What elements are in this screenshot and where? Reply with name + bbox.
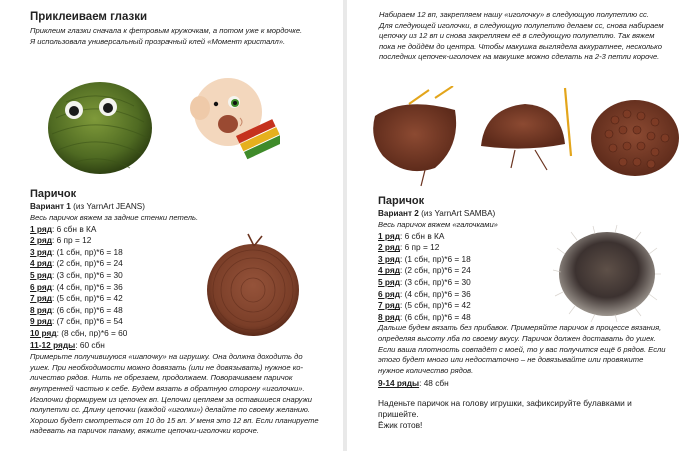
wig1-title: Паричок [30,188,77,200]
wig2-final-row-number: 9-14 ряды [378,378,420,389]
wig1-para1-line-3: личество рядов. Нить не обрезаем, продолжаем. Поворачиваем паричок [30,373,293,383]
wig2-variant-yarn: (из YarnArt SAMBA) [421,209,496,219]
wig2-row-text: : (1 сбн, пр)*6 = 18 [400,253,471,264]
wig1-row-text: : (7 сбн, пр)*6 = 54 [52,316,123,327]
wig2-row-number: 1 ряд [378,230,400,241]
wig1-para2-line-4: надевать на паричок панаму, вяжите цепочки-иголочки короче. [30,426,259,436]
intro-line-5: последних цепочек-иголочек на макушке можно сделать на 2-3 петли короче. [379,52,660,62]
wig2-row-number: 7 ряд [378,300,400,311]
wig1-row-number: 1 ряд [30,223,52,234]
wig2-row-text: : (2 сбн, пр)*6 = 24 [400,265,471,276]
wig1-paragraph-1 [30,352,330,394]
wig1-row-number: 8 ряд [30,304,52,315]
wig2-row-text: : 6 сбн в КА [400,230,445,241]
wig1-paragraph-2 [30,395,330,437]
wig1-row-text: : (4 сбн, пр)*6 = 36 [52,281,123,292]
wig1-variant-label: Вариант 1 [30,202,71,212]
closing-line-1: Наденьте паричок на голову игрушки, зафиксируйте булавками и [378,397,632,408]
wig1-row-text: : 60 сбн [75,339,105,350]
wig1-row-number: 3 ряд [30,246,52,257]
wig1-para2-line-3: Хорошо будет смотреться от 10 до 15 вп. У меня это 12 вп. Если планируете [30,415,319,425]
wig2-final-row-text: : 48 сбн [419,378,449,389]
eyes-title: Приклеиваем глазки [30,11,148,23]
wig1-row-number: 6 ряд [30,281,52,292]
right-page [347,0,690,451]
wig2-para-line-5: нужное количество рядов. [378,365,474,375]
cap-photo-3 [591,100,679,176]
wig2-row-number: 6 ряд [378,288,400,299]
needles-intro-paragraph [379,10,679,63]
wig1-para1-line-2: ушек. При необходимости можно довязать (или не довязывать) нужное ко- [30,362,304,372]
wig2-row-text: : (6 сбн, пр)*6 = 48 [400,311,471,322]
intro-line-4: пока не дойдём до центра. Чтобы макушка выглядела аккуратнее, несколько [379,41,662,51]
wig1-row-number: 7 ряд [30,293,52,304]
wig1-row-text: : (6 сбн, пр)*6 = 48 [52,304,123,315]
wig2-para-line-4: этого будет много или недостаточно – не довязывайте или провяжите [378,355,644,365]
wig2-paragraph [378,323,688,376]
wig1-variant-yarn: (из YarnArt JEANS) [73,202,145,212]
closing-line-2: пришейте. [378,408,419,419]
wig1-row-text: : (3 сбн, пр)*6 = 30 [52,269,123,280]
eyes-section [30,10,330,47]
wig1-row-text: : (5 сбн, пр)*6 = 42 [52,293,123,304]
wig2-closing [378,398,688,431]
wig2-row-text: : (4 сбн, пр)*6 = 36 [400,288,471,299]
wig1-para2-line-1: Иголочки формируем из цепочек вп. Цепочки цепляем за оставшиеся снаружи [30,394,313,404]
green-yarn-ball-photo [36,78,166,178]
wig1-row-11 [30,340,330,352]
cap-photo-1 [373,86,456,186]
wig2-row-number: 2 ряд [378,242,400,253]
fuzzy-wig-photo [551,224,661,324]
wig1-row-number: 9 ряд [30,316,52,327]
wig1-row-text: : 6 сбн в КА [52,223,97,234]
wig1-row-number: 5 ряд [30,269,52,280]
wig2-para-line-3: Если ваша плотность совпадёт с моей, то у вас получится ещё 6 рядов. Если [378,344,666,354]
wig2-row-text: : (5 сбн, пр)*6 = 42 [400,300,471,311]
wig2-row-text: : (3 сбн, пр)*6 = 30 [400,276,471,287]
wig1-row-number: 2 ряд [30,235,52,246]
wig2-title: Паричок [378,195,425,207]
wig2-note: Весь паричок вяжем «галочками» [378,220,498,229]
wig2-row-number: 8 ряд [378,311,400,322]
wig2-row-text: : 6 пр = 12 [400,242,440,253]
wig2-para-line-2: определяя высоту лба по своему вкусу. Паричок должен доставать до ушек. [378,333,656,343]
wig1-row-text: : (8 сбн, пр)*6 = 60 [56,327,128,338]
wig1-row-text: : (1 сбн, пр)*6 = 18 [52,246,123,257]
cap-progress-photos [365,86,685,190]
wig1-para2-line-2: полупетли сс. Длину цепочки (каждой «иголки») делайте по своему желанию. [30,405,310,415]
intro-line-2: Для следующей иголочки, в следующую полупетлю делаем сс, снова набираем [379,20,664,30]
left-page [0,0,343,451]
eyes-line-1: Приклеим глазки сначала к фетровым кружочкам, а потом уже к мордочке. [30,26,303,36]
wig1-row-number: 10 ряд [30,327,57,338]
wig1-row-text: : 6 пр = 12 [52,235,92,246]
closing-line-3: Ёжик готов! [378,419,423,430]
wig1-para1-line-1: Примерьте получившуюся «шапочку» на игрушку. Она должна доходить до [30,352,303,362]
intro-line-1: Набираем 12 вп, закрепляем нашу «иголочку» в следующую полупетлю сс. [379,10,649,19]
eyes-line-2: Я использовала универсальный прозрачный клей «Момент кристалл». [30,36,286,46]
wig2-para-line-1: Дальше будем вязать без прибавок. Примеряйте паричок в процессе вязания, [378,323,662,333]
wig1-row-text: : (2 сбн, пр)*6 = 24 [52,258,123,269]
wig2-row-number: 4 ряд [378,265,400,276]
wig1-row-number: 11-12 ряды [30,339,76,350]
wig2-variant-label: Вариант 2 [378,209,419,219]
wig1-note: Весь паричок вяжем за задние стенки петель. [30,213,199,222]
wig2-final-row [378,378,688,390]
wig1-row-number: 4 ряд [30,258,52,269]
cap-photo-2 [481,88,571,170]
wig2-row-number: 5 ряд [378,276,400,287]
intro-line-3: цепочку из 12 вп и снова закрепляем её в следующую полупетлю. Так вяжем [379,31,655,41]
brown-crochet-cap-photo [198,230,308,340]
wig2-row-number: 3 ряд [378,253,400,264]
toy-head-photo [180,72,280,172]
wig1-para1-line-4: внутренней частью к себе. Будем вязать в обратную сторону «иголочки». [30,383,305,393]
